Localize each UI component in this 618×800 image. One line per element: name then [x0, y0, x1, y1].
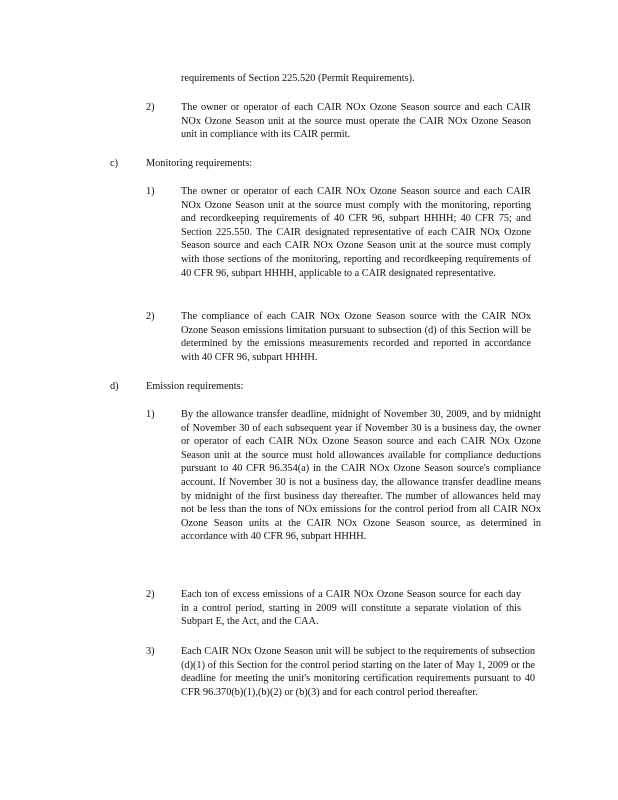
paragraph-operate-in-compliance: The owner or operator of each CAIR NOx Ozone Season source and each CAIR NOx Ozone Season unit at the source must operate the CAIR NOx Ozone Season unit in compliance with its CAIR permit. [181, 102, 531, 141]
paragraph-emission-3: Each CAIR NOx Ozone Season unit will be subject to the requirements of subsection (d)(1) of this Section for the control period starting on the later of May 1, 2009 or the deadline for meeting the unit's monitoring certification requirements pursuant to 40 CFR 96.370(b)(1),(b)(2) or (b)(3) and for each control period thereafter. [181, 646, 535, 698]
item-number: 1) [146, 409, 155, 420]
paragraph-monitoring-1: The owner or operator of each CAIR NOx Ozone Season source and each CAIR NOx Ozone Season unit at the source must comply with the monitoring, reporting and recordkeeping requirements of 40 CFR 96, subpart HHHH; 40 CFR 75; and Section 225.550. The CAIR designated representative of each CAIR NOx Ozone Season source and each CAIR NOx Ozone Season unit at the source must comply with those sections of the monitoring, reporting and recordkeeping requirements of 40 CFR 96, subpart HHHH, applicable to a CAIR designated representative. [181, 186, 531, 279]
item-number: 2) [146, 311, 155, 322]
item-number: 2) [146, 589, 155, 600]
item-number: 2) [146, 102, 155, 113]
section-heading-monitoring: Monitoring requirements: [146, 158, 253, 169]
section-letter-d: d) [110, 381, 119, 392]
section-letter-c: c) [110, 158, 118, 169]
paragraph-emission-2: Each ton of excess emissions of a CAIR NOx Ozone Season source for each day in a control period, starting in 2009 will constitute a separate violation of this Subpart E, the Act, and the CAA. [181, 589, 521, 628]
item-number: 1) [146, 186, 155, 197]
item-number: 3) [146, 646, 155, 657]
paragraph-emission-1: By the allowance transfer deadline, midnight of November 30, 2009, and by midnight of November 30 of each subsequent year if November 30 is a business day, the owner or operator of each CAIR NOx Ozone Season source and each CAIR NOx Ozone Season unit at the source must hold allowances available for compliance deductions pursuant to 40 CFR 96.354(a) in the CAIR NOx Ozone Season source's compliance account. If November 30 is not a business day, the allowance transfer deadline means by midnight of the first business day thereafter. The number of allowances held may not be less than the tons of NOx emissions for the control period from all CAIR NOx Ozone Season units at the CAIR NOx Ozone Season source, as determined in accordance with 40 CFR 96, subpart HHHH. [181, 409, 541, 543]
continuation-text: requirements of Section 225.520 (Permit Requirements). [181, 73, 415, 84]
paragraph-monitoring-2: The compliance of each CAIR NOx Ozone Season source with the CAIR NOx Ozone Season emissions limitation pursuant to subsection (d) of this Section will be determined by the emissions measurements recorded and reported in accordance with 40 CFR 96, subpart HHHH. [181, 311, 531, 363]
section-heading-emission: Emission requirements: [146, 381, 244, 392]
